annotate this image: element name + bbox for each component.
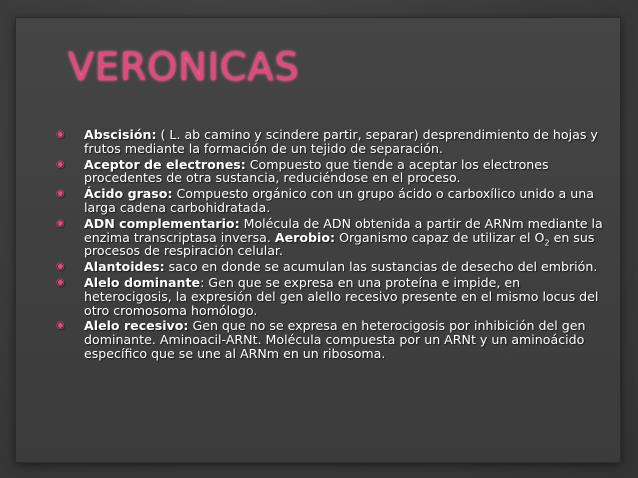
list-item <box>56 319 608 360</box>
term: Alelo recesivo: <box>84 318 189 334</box>
definition: saco en donde se acumulan las sustancias de desecho del embrión. <box>164 259 598 275</box>
term: Aerobio: <box>274 229 336 245</box>
bullet-icon: ◉ <box>56 158 65 170</box>
bullet-icon: ◉ <box>56 320 65 332</box>
bullet-icon: ◉ <box>56 217 65 229</box>
bullet-icon: ◉ <box>56 188 65 200</box>
term: Ácido graso: <box>84 186 173 202</box>
list-item <box>56 128 608 156</box>
definition: Gen que no se expresa en heterocigosis por inhibición del gen dominante. Aminoacil-ARNt. Molécula compuesta por un ARNt y un aminoácido específico que se une al ARNm en un ribosoma. <box>84 318 586 361</box>
definition: Compuesto orgánico con un grupo ácido o carboxílico unido a una larga cadena carbohidratada. <box>84 186 594 215</box>
bullet-icon: ◉ <box>56 276 65 288</box>
list-item <box>56 217 608 258</box>
subscript: 2 <box>544 238 550 248</box>
definition: Compuesto que tiende a aceptar los electrones procedentes de otra sustancia, reduciéndose en el proceso. <box>84 156 549 186</box>
term: Alantoides: <box>84 259 165 275</box>
list-item <box>56 276 608 317</box>
definition: en sus procesos de respiración celular. <box>84 229 595 259</box>
bullet-icon: ◉ <box>56 261 65 273</box>
term: Aceptor de electrones: <box>84 156 246 172</box>
bullet-icon: ◉ <box>56 129 65 140</box>
definition: Organismo capaz de utilizar el O <box>335 229 545 245</box>
term: ADN complementario: <box>84 215 240 231</box>
definition: : Gen que se expresa en una proteína e impide, en heterocigosis, la expresión del gen alello recesivo presente en el mismo locus del otro cromosoma homólogo. <box>84 274 599 318</box>
term: Abscisión: <box>84 127 157 142</box>
definition: Molécula de ADN obtenida a partir de ARNm mediante la enzima transcriptasa inversa. <box>84 215 603 245</box>
list-item <box>56 187 608 215</box>
list-item <box>56 260 608 274</box>
definition: ( L. ab camino y scindere partir, separar) desprendimiento de hojas y frutos mediante la formación de un tejido de separación. <box>84 127 598 156</box>
slide-title: VERONICAS <box>68 45 300 89</box>
list-item <box>56 158 608 186</box>
term: Alelo dominante <box>84 274 201 290</box>
definition-list <box>56 128 608 363</box>
